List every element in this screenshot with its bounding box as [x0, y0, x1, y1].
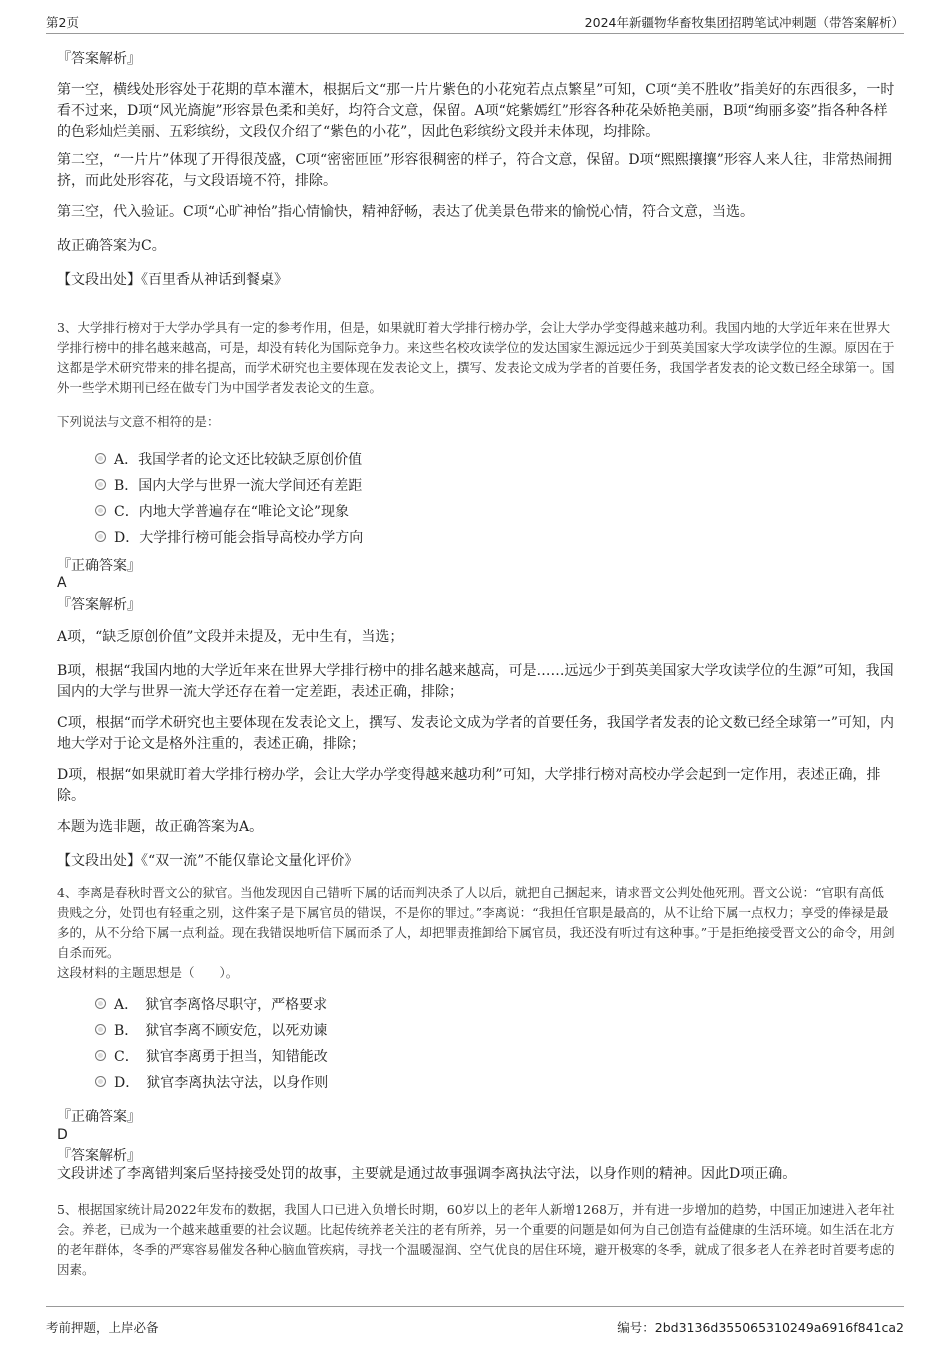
q3-option-b[interactable]: B．国内大学与世界一流大学间还有差距 [95, 476, 362, 496]
q3-answer: A [57, 575, 67, 591]
q3-source: 【文段出处】《“双一流”不能仅靠论文量化评价》 [57, 853, 359, 869]
q4-answer: D [57, 1127, 68, 1143]
document-id: 编号：2bd3136d355065310249a6916f841ca2 [617, 1320, 904, 1335]
q2-analysis-p2: 第二空，“一片片”体现了开得很茂盛，C项“密密匝匝”形容很稠密的样子，符合文意，保留。D项“熙熙攘攘”形容人来人往，非常热闹拥挤，而此处形容花，与文段语境不符，排除。 [57, 152, 892, 189]
q3-conclusion: 本题为选非题，故正确答案为A。 [57, 819, 264, 835]
footer-slogan: 考前押题，上岸必备 [46, 1320, 159, 1335]
radio-icon[interactable] [95, 1050, 106, 1061]
radio-icon[interactable] [95, 1076, 106, 1087]
q4-prompt: 这段材料的主题思想是（ ）。 [57, 965, 239, 980]
q3-analysis-a: A项，“缺乏原创价值”文段并未提及，无中生有，当选； [57, 629, 404, 645]
q3-prompt: 下列说法与文意不相符的是： [57, 414, 220, 429]
q4-option-c[interactable]: C． 狱官李离勇于担当，知错能改 [95, 1047, 328, 1067]
q3-stem: 3、大学排行榜对于大学办学具有一定的参考作用，但是，如果就盯着大学排行榜办学，会让大学办学变得越来越功利。我国内地的大学近年来在世界大学排行榜中的排名越来越高，可是，却没有转化为国际竞争力。来这些名校攻读学位的发达国家生源远远少于到英美国家大学攻读学位的生源。原因在于这都是学术研究带来的排名提高，而学术研究也主要体现在发表论文上，撰写、发表论文成为学者的首要任务，我国学者发表的论文数已经全球第一。国外一些学术期刊已经在做专门为中国学者发表论文的生意。 [57, 320, 895, 395]
q2-analysis-p1: 第一空，横线处形容处于花期的草本灌木，根据后文“那一片片紫色的小花宛若点点繁星”可知，C项“美不胜收”指美好的东西很多，一时看不过来，D项“风光旖旎”形容景色柔和美好，均符合文意，保留。A项“姹紫嫣红”形容各种花朵娇艳美丽，B项“绚丽多姿”指各种各样的色彩灿烂美丽、五彩缤纷，文段仅介绍了“紫色的小花”，因此色彩缤纷文段并未体现，均排除。 [57, 82, 895, 140]
q4-stem: 4、李离是春秋时晋文公的狱官。当他发现因自己错听下属的话而判决杀了人以后，就把自己捆起来，请求晋文公判处他死刑。晋文公说：“官职有高低贵贱之分，处罚也有轻重之别，这件案子是下属官员的错误，不是你的罪过。”李离说：“我担任官职是最高的，从不让给下属一点权力；享受的俸禄是最多的，从不分给下属一点利益。现在我错误地听信下属而杀了人，却把罪责推卸给下属官员，我还没有听过有这种事。”于是拒绝接受晋文公的命令，用剑自杀而死。 [57, 885, 895, 960]
radio-icon[interactable] [95, 998, 106, 1009]
q3-answer-label: 『正确答案』 [57, 558, 141, 574]
q3-analysis-label: 『答案解析』 [57, 597, 141, 613]
q5-stem: 5、根据国家统计局2022年发布的数据，我国人口已进入负增长时期，60岁以上的老年人新增1268万，并有进一步增加的趋势，中国正加速进入老年社会。养老，已成为一个越来越重要的社会议题。比起传统养老关注的老有所养，另一个重要的问题是如何为自己创造有益健康的生活环境。如生活在北方的老年群体，冬季的严寒容易催发各种心脑血管疾病，寻找一个温暖湿润、空气优良的居住环境，避开极寒的冬季，就成了很多老人在养老时首要考虑的因素。 [57, 1202, 895, 1277]
radio-icon[interactable] [95, 531, 106, 542]
q2-analysis-label: 『答案解析』 [57, 51, 141, 67]
q2-conclusion: 故正确答案为C。 [57, 238, 166, 254]
radio-icon[interactable] [95, 479, 106, 490]
q4-option-a[interactable]: A． 狱官李离恪尽职守，严格要求 [95, 995, 327, 1015]
q4-analysis: 文段讲述了李离错判案后坚持接受处罚的故事，主要就是通过故事强调李离执法守法，以身作则的精神。因此D项正确。 [57, 1166, 797, 1182]
q2-analysis-p3: 第三空，代入验证。C项“心旷神怡”指心情愉快，精神舒畅，表达了优美景色带来的愉悦心情，符合文意，当选。 [57, 204, 755, 220]
q3-option-d[interactable]: D．大学排行榜可能会指导高校办学方向 [95, 528, 363, 548]
q3-option-c[interactable]: C．内地大学普遍存在“唯论文论”现象 [95, 502, 349, 522]
q2-source: 【文段出处】《百里香从神话到餐桌》 [57, 272, 288, 288]
radio-icon[interactable] [95, 505, 106, 516]
radio-icon[interactable] [95, 1024, 106, 1035]
q3-analysis-c: C项，根据“而学术研究也主要体现在发表论文上，撰写、发表论文成为学者的首要任务，我国学者发表的论文数已经全球第一”可知，内地大学对于论文是格外注重的，表述正确，排除； [57, 715, 895, 752]
page-header [46, 0, 904, 34]
q3-analysis-b: B项，根据“我国内地的大学近年来在世界大学排行榜中的排名越来越高，可是……远远少于到英美国家大学攻读学位的生源”可知，我国国内的大学与世界一流大学还存在着一定差距，表述正确，排除； [57, 663, 894, 700]
q3-option-a[interactable]: A．我国学者的论文还比较缺乏原创价值 [95, 450, 362, 470]
q4-option-b[interactable]: B． 狱官李离不顾安危，以死劝谏 [95, 1021, 327, 1041]
radio-icon[interactable] [95, 453, 106, 464]
q4-option-d[interactable]: D． 狱官李离执法守法，以身作则 [95, 1073, 328, 1093]
document-title: 2024年新疆物华畜牧集团招聘笔试冲刺题（带答案解析） [584, 15, 904, 30]
q3-analysis-d: D项，根据“如果就盯着大学排行榜办学，会让大学办学变得越来越功利”可知，大学排行榜对高校办学会起到一定作用，表述正确，排除。 [57, 767, 881, 804]
q4-answer-label: 『正确答案』 [57, 1109, 141, 1125]
page-footer [46, 1306, 904, 1345]
page-number: 第2页 [46, 15, 79, 30]
q4-analysis-label: 『答案解析』 [57, 1148, 141, 1164]
